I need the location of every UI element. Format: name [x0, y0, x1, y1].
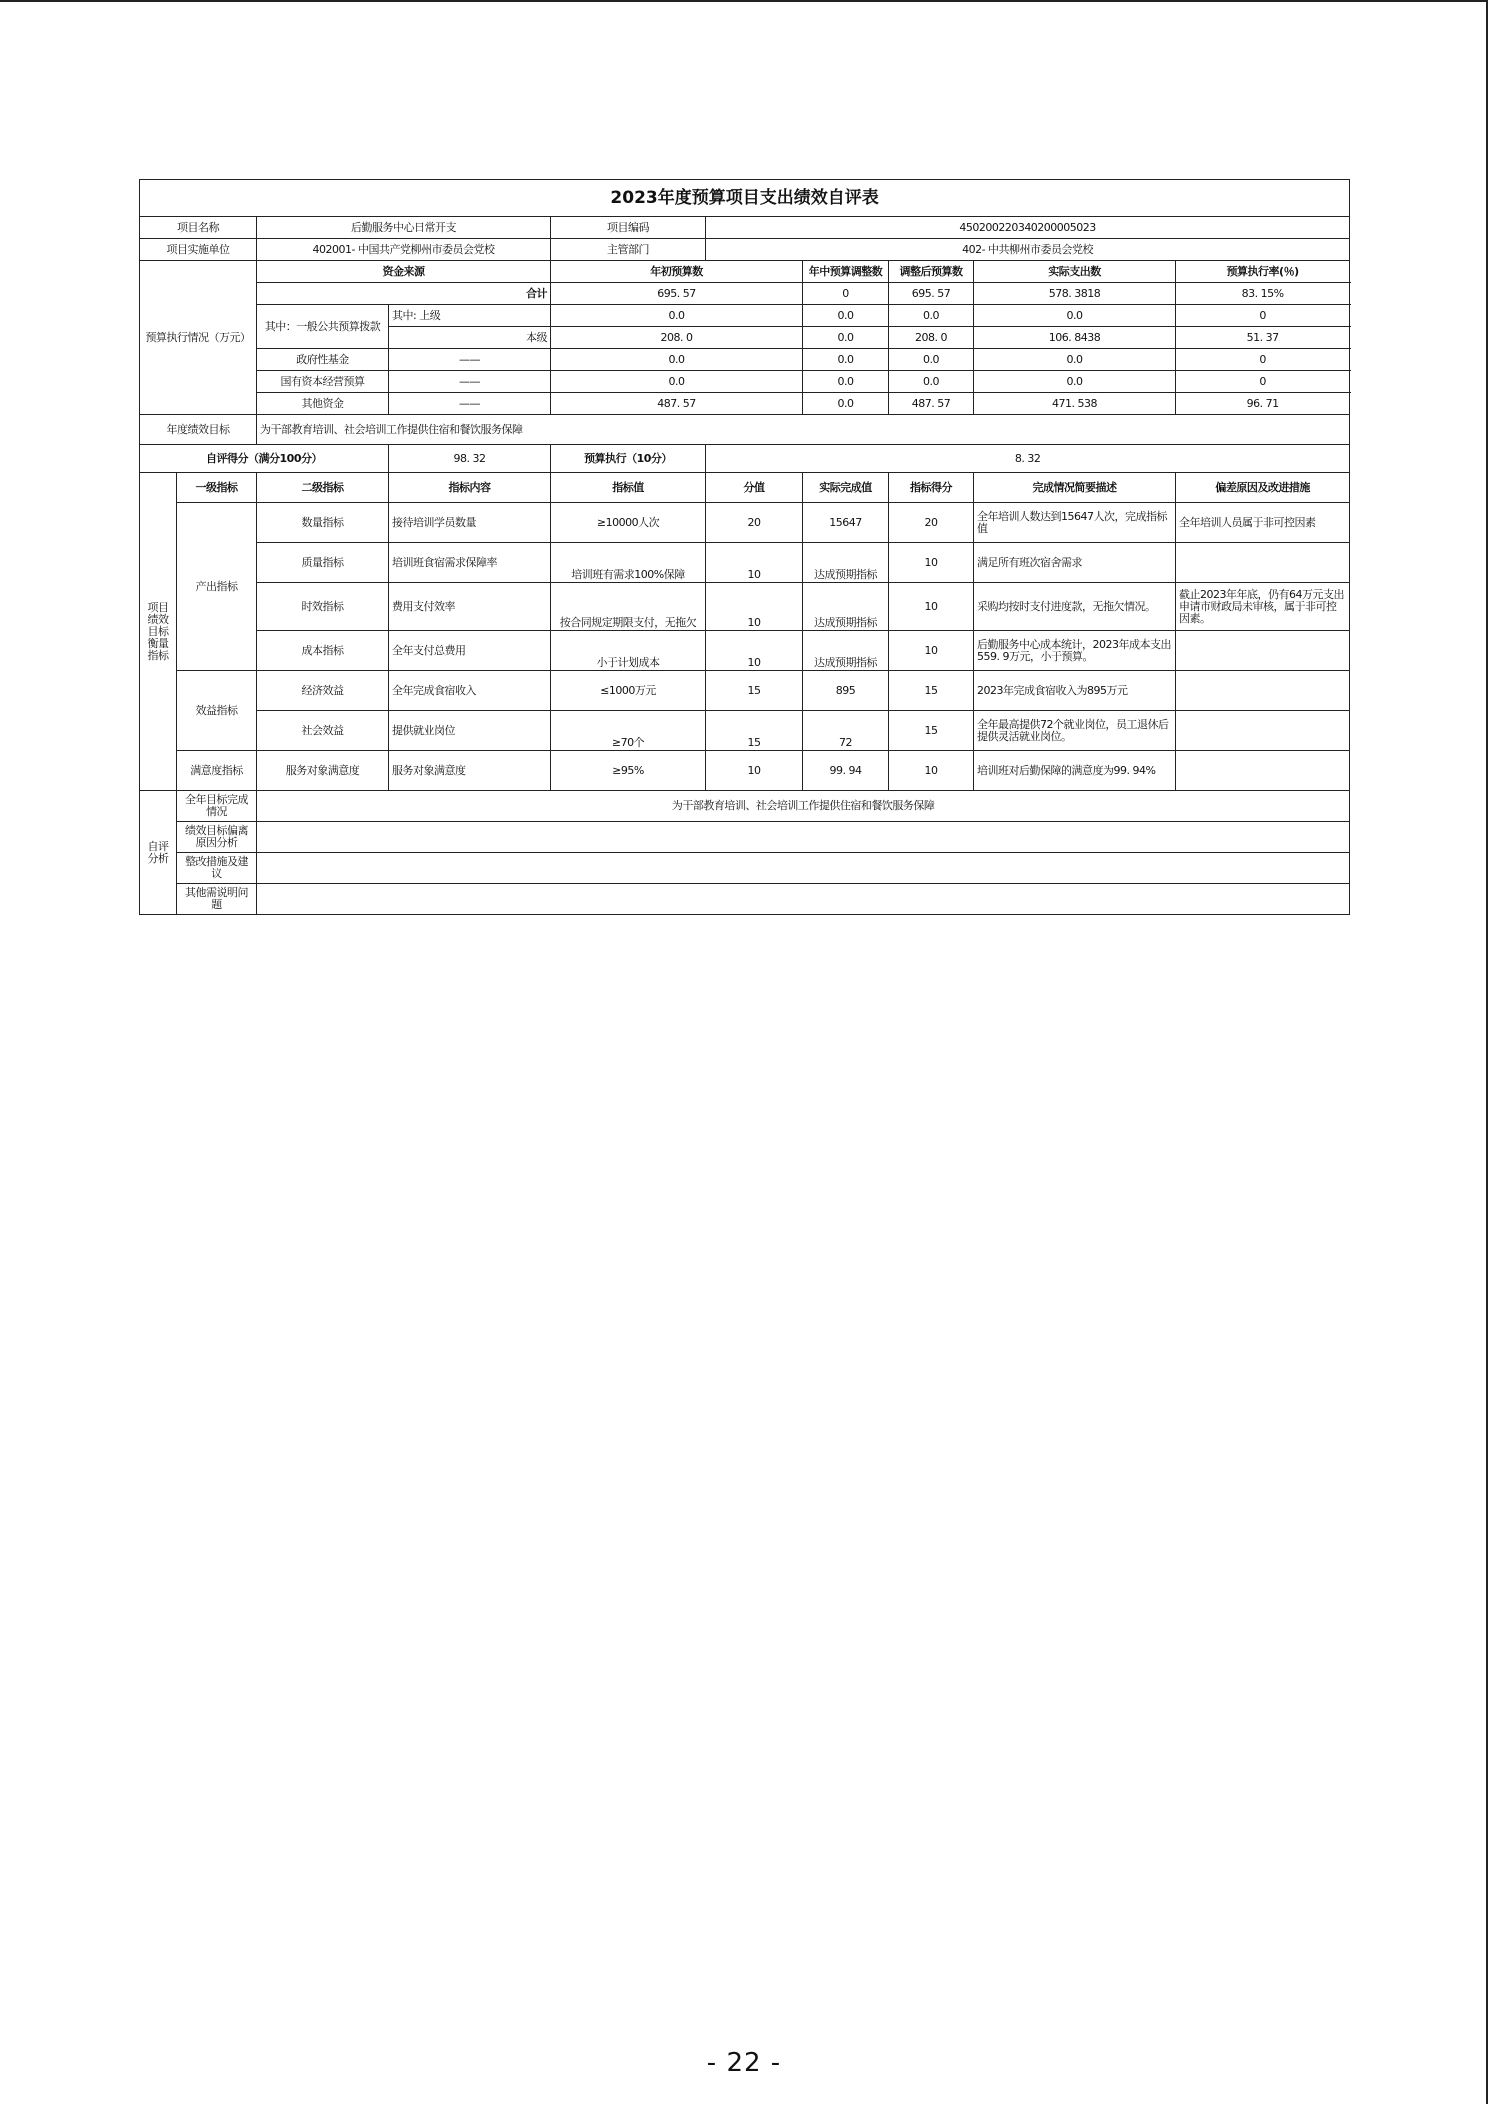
indicator-actual: 72	[803, 711, 889, 751]
self-score-value: 98. 32	[389, 445, 551, 473]
budget-total-adjustment: 0	[803, 283, 889, 305]
header-description: 完成情况简要描述	[974, 473, 1176, 503]
indicator-score: 20	[889, 503, 974, 543]
department-label: 主管部门	[551, 239, 706, 261]
gov-initial: 0.0	[551, 349, 803, 371]
local-actual: 106. 8438	[974, 327, 1176, 349]
project-name-value: 后勤服务中心日常开支	[257, 217, 551, 239]
analysis-value	[257, 853, 1350, 884]
indicator-content: 全年完成食宿收入	[389, 671, 551, 711]
indicator-level2: 社会效益	[257, 711, 389, 751]
analysis-row	[140, 822, 1350, 853]
self-analysis-label	[140, 791, 177, 915]
analysis-row	[140, 884, 1350, 915]
state-capital-label: 国有资本经营预算	[257, 371, 389, 393]
implementing-unit-label: 项目实施单位	[140, 239, 257, 261]
header-weight: 分值	[706, 473, 803, 503]
gov-actual: 0.0	[974, 349, 1176, 371]
top-border-line	[0, 0, 1488, 2]
indicator-score: 10	[889, 583, 974, 631]
indicator-reason	[1176, 751, 1350, 791]
budget-total-initial: 695. 57	[551, 283, 803, 305]
indicator-section-label	[140, 473, 177, 791]
state-adjusted: 0.0	[889, 371, 974, 393]
upper-actual: 0.0	[974, 305, 1176, 327]
local-rate: 51. 37	[1176, 327, 1350, 349]
indicator-content: 提供就业岗位	[389, 711, 551, 751]
other-rate: 96. 71	[1176, 393, 1350, 415]
indicator-target: ≤1000万元	[551, 671, 706, 711]
other-adjusted: 487. 57	[889, 393, 974, 415]
indicator-content: 接待培训学员数量	[389, 503, 551, 543]
project-code-label: 项目编码	[551, 217, 706, 239]
budget-exec-label: 预算执行（10分）	[551, 445, 706, 473]
project-code-value: 450200220340200005023	[706, 217, 1350, 239]
budget-total-actual: 578. 3818	[974, 283, 1176, 305]
local-adjustment: 0.0	[803, 327, 889, 349]
indicator-content: 服务对象满意度	[389, 751, 551, 791]
self-analysis-text-2: 分析	[147, 851, 169, 865]
page-number: - 22 -	[706, 2048, 782, 2078]
budget-header-initial: 年初预算数	[551, 261, 803, 283]
budget-header-adjustment: 年中预算调整数	[803, 261, 889, 283]
indicator-target: ≥70个	[551, 711, 706, 751]
analysis-label: 其他需说明问题	[177, 884, 257, 915]
gov-rate: 0	[1176, 349, 1350, 371]
indicator-weight: 15	[706, 711, 803, 751]
indicator-actual: 15647	[803, 503, 889, 543]
indicator-score: 15	[889, 671, 974, 711]
indicator-section-text-3: 目标	[147, 624, 169, 638]
header-actual: 实际完成值	[803, 473, 889, 503]
indicator-section-text-5: 指标	[147, 648, 169, 662]
indicator-description: 培训班对后勤保障的满意度为99. 94%	[974, 751, 1176, 791]
self-score-label: 自评得分（满分100分）	[140, 445, 389, 473]
benefit-indicator-label: 效益指标	[177, 671, 257, 751]
indicator-weight: 20	[706, 503, 803, 543]
upper-level-label: 其中: 上级	[389, 305, 551, 327]
indicator-level2: 服务对象满意度	[257, 751, 389, 791]
annual-goal-label: 年度绩效目标	[140, 415, 257, 445]
header-level1: 一级指标	[177, 473, 257, 503]
indicator-row	[140, 631, 1350, 671]
indicator-reason	[1176, 543, 1350, 583]
indicator-section-text-1: 项目	[147, 600, 169, 614]
indicator-actual: 达成预期指标	[803, 543, 889, 583]
evaluation-form	[139, 179, 1349, 915]
upper-adjustment: 0.0	[803, 305, 889, 327]
indicator-content: 费用支付效率	[389, 583, 551, 631]
gov-fund-dash: ——	[389, 349, 551, 371]
indicator-target: 按合同规定期限支付，无拖欠	[551, 583, 706, 631]
indicator-section-text-4: 衡量	[147, 636, 169, 650]
indicator-weight: 15	[706, 671, 803, 711]
state-actual: 0.0	[974, 371, 1176, 393]
output-indicator-label: 产出指标	[177, 503, 257, 671]
local-initial: 208. 0	[551, 327, 803, 349]
indicator-row	[140, 751, 1350, 791]
indicator-level2: 质量指标	[257, 543, 389, 583]
budget-header-source: 资金来源	[257, 261, 551, 283]
indicator-reason	[1176, 631, 1350, 671]
indicator-row	[140, 543, 1350, 583]
analysis-value	[257, 884, 1350, 915]
indicator-level2: 经济效益	[257, 671, 389, 711]
budget-section-label	[140, 261, 257, 415]
indicator-row	[140, 503, 1350, 543]
indicator-actual: 达成预期指标	[803, 583, 889, 631]
local-level-label: 本级	[389, 327, 551, 349]
budget-total-label: 合计	[257, 283, 551, 305]
budget-header-rate: 预算执行率(％)	[1176, 261, 1350, 283]
indicator-target: ≥95%	[551, 751, 706, 791]
indicator-weight: 10	[706, 631, 803, 671]
form-title: 2023年度预算项目支出绩效自评表	[140, 180, 1350, 217]
indicator-level2: 成本指标	[257, 631, 389, 671]
state-adjustment: 0.0	[803, 371, 889, 393]
indicator-description: 后勤服务中心成本统计，2023年成本支出559. 9万元，小于预算。	[974, 631, 1176, 671]
header-score: 指标得分	[889, 473, 974, 503]
indicator-description: 采购均按时支付进度款，无拖欠情况。	[974, 583, 1176, 631]
indicator-target: 小于计划成本	[551, 631, 706, 671]
indicator-score: 10	[889, 543, 974, 583]
project-name-label: 项目名称	[140, 217, 257, 239]
other-adjustment: 0.0	[803, 393, 889, 415]
indicator-reason	[1176, 671, 1350, 711]
satisfaction-indicator-label: 满意度指标	[177, 751, 257, 791]
other-fund-label: 其他资金	[257, 393, 389, 415]
upper-adjusted: 0.0	[889, 305, 974, 327]
other-fund-dash: ——	[389, 393, 551, 415]
indicator-score: 15	[889, 711, 974, 751]
analysis-value	[257, 822, 1350, 853]
indicator-description: 全年培训人数达到15647人次，完成指标值	[974, 503, 1176, 543]
budget-exec-value: 8. 32	[706, 445, 1350, 473]
indicator-weight: 10	[706, 543, 803, 583]
analysis-label: 绩效目标偏离原因分析	[177, 822, 257, 853]
indicator-actual: 99. 94	[803, 751, 889, 791]
header-content: 指标内容	[389, 473, 551, 503]
upper-rate: 0	[1176, 305, 1350, 327]
implementing-unit-value: 402001- 中国共产党柳州市委员会党校	[257, 239, 551, 261]
indicator-row	[140, 583, 1350, 631]
indicator-reason: 全年培训人员属于非可控因素	[1176, 503, 1350, 543]
other-initial: 487. 57	[551, 393, 803, 415]
gov-fund-label: 政府性基金	[257, 349, 389, 371]
analysis-value: 为干部教育培训、社会培训工作提供住宿和餐饮服务保障	[257, 791, 1350, 822]
public-budget-label: 其中：一般公共预算拨款	[257, 305, 389, 349]
header-target: 指标值	[551, 473, 706, 503]
indicator-score: 10	[889, 751, 974, 791]
annual-goal-value: 为干部教育培训、社会培训工作提供住宿和餐饮服务保障	[257, 415, 1350, 445]
indicator-description: 满足所有班次宿舍需求	[974, 543, 1176, 583]
indicator-section-text-2: 绩效	[147, 612, 169, 626]
analysis-label: 整改措施及建议	[177, 853, 257, 884]
indicator-content: 全年支付总费用	[389, 631, 551, 671]
budget-section-text: 预算执行情况（万元）	[145, 330, 251, 344]
analysis-row	[140, 853, 1350, 884]
header-reason: 偏差原因及改进措施	[1176, 473, 1350, 503]
indicator-weight: 10	[706, 583, 803, 631]
evaluation-table	[139, 179, 1350, 915]
indicator-reason	[1176, 711, 1350, 751]
indicator-weight: 10	[706, 751, 803, 791]
indicator-content: 培训班食宿需求保障率	[389, 543, 551, 583]
indicator-row	[140, 711, 1350, 751]
local-adjusted: 208. 0	[889, 327, 974, 349]
indicator-level2: 数量指标	[257, 503, 389, 543]
other-actual: 471. 538	[974, 393, 1176, 415]
state-capital-dash: ——	[389, 371, 551, 393]
indicator-target: ≥10000人次	[551, 503, 706, 543]
analysis-row	[140, 791, 1350, 822]
indicator-target: 培训班有需求100%保障	[551, 543, 706, 583]
department-value: 402- 中共柳州市委员会党校	[706, 239, 1350, 261]
self-analysis-text-1: 自评	[147, 839, 169, 853]
budget-total-adjusted: 695. 57	[889, 283, 974, 305]
state-initial: 0.0	[551, 371, 803, 393]
indicator-actual: 895	[803, 671, 889, 711]
analysis-label: 全年目标完成情况	[177, 791, 257, 822]
budget-total-rate: 83. 15%	[1176, 283, 1350, 305]
upper-initial: 0.0	[551, 305, 803, 327]
budget-header-actual: 实际支出数	[974, 261, 1176, 283]
indicator-actual: 达成预期指标	[803, 631, 889, 671]
indicator-reason: 截止2023年年底，仍有64万元支出申请市财政局未审核，属于非可控因素。	[1176, 583, 1350, 631]
indicator-level2: 时效指标	[257, 583, 389, 631]
gov-adjustment: 0.0	[803, 349, 889, 371]
indicator-row	[140, 671, 1350, 711]
indicator-description: 全年最高提供72个就业岗位，员工退休后提供灵活就业岗位。	[974, 711, 1176, 751]
gov-adjusted: 0.0	[889, 349, 974, 371]
indicator-score: 10	[889, 631, 974, 671]
state-rate: 0	[1176, 371, 1350, 393]
indicator-description: 2023年完成食宿收入为895万元	[974, 671, 1176, 711]
budget-header-adjusted: 调整后预算数	[889, 261, 974, 283]
header-level2: 二级指标	[257, 473, 389, 503]
